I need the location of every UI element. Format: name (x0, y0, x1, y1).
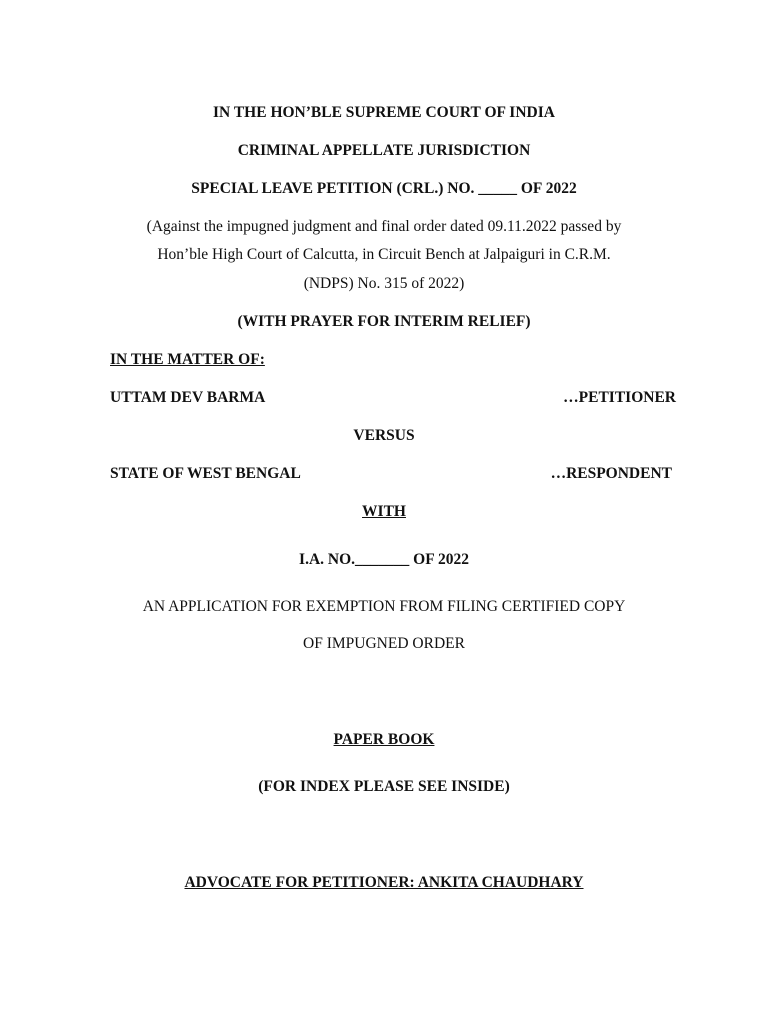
petition-number: SPECIAL LEAVE PETITION (CRL.) NO. _____ OF 2022 (191, 180, 577, 197)
respondent-role: …RESPONDENT (550, 465, 672, 482)
application-line-2: OF IMPUGNED ORDER (303, 635, 465, 652)
petitioner-name: UTTAM DEV BARMA (110, 389, 266, 406)
respondent-row (110, 464, 672, 484)
court-title: IN THE HON’BLE SUPREME COURT OF INDIA (213, 104, 555, 121)
against-line-1: (Against the impugned judgment and final order dated 09.11.2022 passed by (146, 218, 622, 235)
with-label: WITH (362, 503, 406, 520)
jurisdiction-title: CRIMINAL APPELLATE JURISDICTION (237, 142, 531, 159)
against-line-2: Hon’ble High Court of Calcutta, in Circuit Bench at Jalpaiguri in C.R.M. (157, 246, 611, 263)
interim-relief-prayer: (WITH PRAYER FOR INTERIM RELIEF) (237, 313, 531, 330)
application-line-1: AN APPLICATION FOR EXEMPTION FROM FILING CERTIFIED COPY (142, 598, 626, 615)
petitioner-row (110, 388, 676, 408)
ia-number: I.A. NO._______ OF 2022 (299, 551, 469, 568)
index-note: (FOR INDEX PLEASE SEE INSIDE) (258, 778, 510, 795)
against-line-3: (NDPS) No. 315 of 2022) (303, 275, 465, 292)
respondent-name: STATE OF WEST BENGAL (110, 465, 301, 482)
in-the-matter-of-label: IN THE MATTER OF: (110, 351, 265, 368)
versus-label: VERSUS (353, 427, 415, 444)
advocate-line: ADVOCATE FOR PETITIONER: ANKITA CHAUDHARY (184, 874, 584, 891)
petitioner-role: …PETITIONER (563, 389, 676, 406)
paper-book-title: PAPER BOOK (333, 731, 435, 748)
